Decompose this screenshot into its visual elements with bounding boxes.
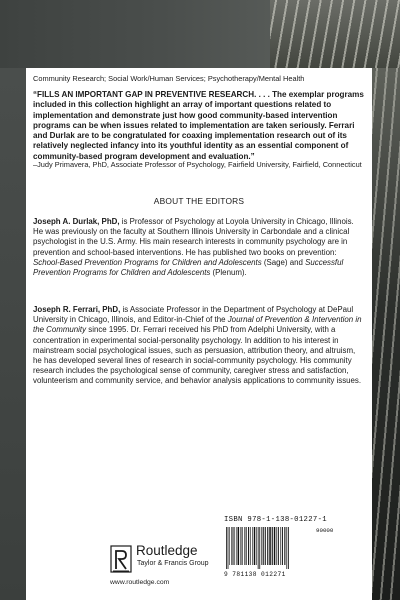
barcode-bar <box>263 527 264 565</box>
editor-bio-durlak <box>33 217 365 278</box>
barcode-bar <box>274 527 276 565</box>
publisher-url[interactable]: www.routledge.com <box>110 579 170 586</box>
book-title: Successful Prevention Programs for Children and Adolescents <box>33 257 344 278</box>
bio-text: since 1995. Dr. Ferrari received his PhD from Adelphi University, with a concentration in experimental social-personality psychology. In addition to his interest in mainstream social psychological issues, such as persuasion, attribution theory, and altruism, he has developed several lines of research in social-community psychology. His community research includes the psychological sense of community, caregiver stress and satisfaction, volunteerism and community service, and behavior analysis applications to community issues. <box>33 325 362 386</box>
barcode-bar <box>226 527 227 569</box>
publisher-name: Routledge <box>136 543 198 558</box>
barcode-bar <box>282 527 283 565</box>
barcode-bar <box>244 527 245 565</box>
barcode-bar <box>246 527 247 565</box>
barcode-bar <box>265 527 266 565</box>
editor-name: Joseph R. Ferrari, PhD, <box>33 305 121 314</box>
publisher-group: Taylor & Francis Group <box>137 560 209 567</box>
about-editors-heading: ABOUT THE EDITORS <box>153 196 245 206</box>
barcode-bar <box>252 527 253 565</box>
barcode-bar <box>236 527 237 565</box>
barcode-bar <box>280 527 281 565</box>
barcode-digits: 9 781138 012271 <box>224 571 286 578</box>
barcode-bar <box>258 527 259 569</box>
barcode-bar <box>234 527 235 565</box>
isbn-label: ISBN 978-1-138-01227-1 <box>224 516 327 524</box>
barcode-bar <box>242 527 243 565</box>
barcode-bar <box>228 527 229 569</box>
endorsement-quote: “FILLS AN IMPORTANT GAP IN PREVENTIVE RESEARCH. . . . The exemplar programs included in this collection highlight an array of important questions related to implementation and demonstrate just how good community-based intervention programs can be when issues related to implementation are taken seriously. Ferrari and Durlak are to be congratulated for coaxing implementation research out of its relatively neglected infancy into its youthful identity as an essential component of community-based program development and evaluation.” <box>33 90 364 161</box>
book-title: School-Based Prevention Programs for Children and Adolescents <box>33 257 262 267</box>
barcode-bar <box>248 527 249 565</box>
barcode-bar <box>286 527 287 569</box>
journal-title: Journal of Prevention & Intervention in the Community <box>33 315 362 335</box>
barcode-bar <box>238 527 240 565</box>
tagline-suffix: business <box>320 583 352 592</box>
cover-left-edge <box>0 68 26 600</box>
bio-text: (Sage) and <box>261 257 306 267</box>
barcode-bar <box>288 527 289 569</box>
editor-name: Joseph A. Durlak, PhD, <box>33 217 120 226</box>
barcode-bar <box>229 527 230 565</box>
barcode-bar <box>278 527 279 565</box>
subject-categories: Community Research; Social Work/Human Services; Psychotherapy/Mental Health <box>33 74 305 83</box>
barcode-bar <box>250 527 251 565</box>
cover-photo-top <box>0 0 400 68</box>
barcode-bar <box>254 527 256 565</box>
editor-bio-ferrari <box>33 305 365 387</box>
endorsement-attribution: –Judy Primavera, PhD, Associate Professor of Psychology, Fairfield University, Fairfield, Connecticut <box>33 160 362 169</box>
barcode-bar <box>259 527 260 569</box>
barcode-bar <box>272 527 273 565</box>
routledge-logo-icon <box>110 545 132 573</box>
informa-brand: informa <box>294 583 321 592</box>
barcode-bar <box>267 527 268 565</box>
bio-text: is Associate Professor in the Department of Psychology at DePaul University in Chicago, Illinois, and Editor-in-Chief of the <box>33 305 354 325</box>
barcode-bar <box>284 527 285 565</box>
bio-text: (Plenum). <box>210 268 247 278</box>
cover-photo-shadow <box>0 0 270 68</box>
barcode-bar <box>256 527 257 565</box>
barcode-bar <box>240 527 241 565</box>
cover-photo-right <box>372 68 400 600</box>
price-code: 90000 <box>316 527 334 534</box>
cover-photo-fence <box>270 0 400 68</box>
tagline-prefix: an <box>284 583 295 592</box>
bio-text: is Professor of Psychology at Loyola University in Chicago, Illinois. He was previously on the faculty at Southern Illinois University in Carbondale and a clinical psychologist in the U.S. Army. His main research interests in community psychology are in prevention and school-based interventions. He has published two books on prevention: <box>33 217 354 257</box>
barcode-bar <box>269 527 271 565</box>
barcode-bar <box>276 527 277 565</box>
barcode-bar <box>261 527 262 565</box>
informa-business-tagline <box>284 583 352 592</box>
barcode-bar <box>231 527 232 565</box>
